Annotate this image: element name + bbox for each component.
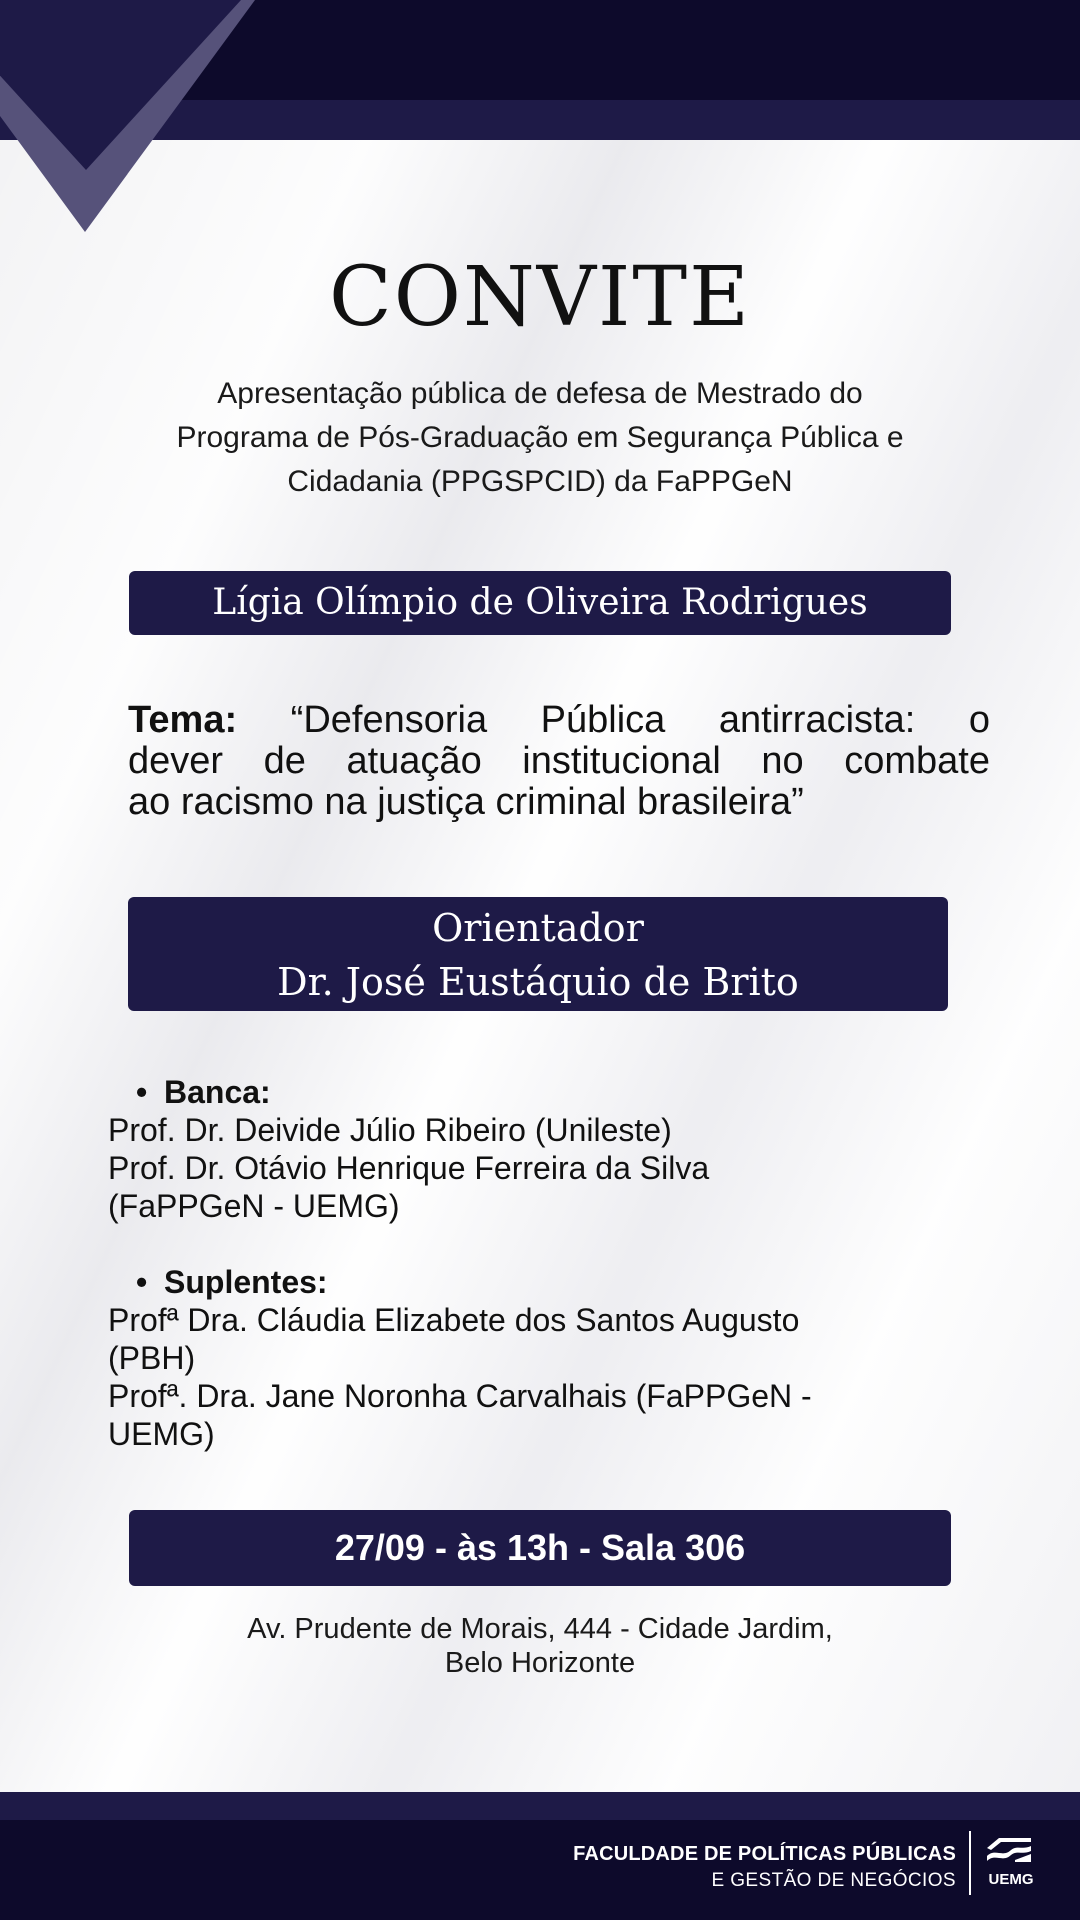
institution-line-2: E GESTÃO DE NEGÓCIOS [711, 1870, 956, 1891]
advisor-name: Dr. José Eustáquio de Brito [277, 960, 799, 1004]
address-line: Av. Prudente de Morais, 444 - Cidade Jardim, [247, 1613, 833, 1645]
banca-member: Prof. Dr. Otávio Henrique Ferreira da Silva [108, 1150, 710, 1186]
suplente-member: Profª Dra. Cláudia Elizabete dos Santos Augusto [108, 1302, 800, 1338]
suplente-member: (PBH) [108, 1340, 196, 1376]
theme-line: dever de atuação institucional no combate [128, 740, 990, 782]
event-datetime: 27/09 - às 13h - Sala 306 [334, 1527, 746, 1568]
address-line: Belo Horizonte [444, 1647, 636, 1679]
date-time-banner [129, 1510, 951, 1586]
suplente-member: UEMG) [108, 1416, 215, 1452]
logo-text: UEMG [988, 1871, 1034, 1888]
advisor-banner [128, 897, 948, 1011]
committee-list [108, 1073, 1008, 1453]
banca-member: (FaPPGeN - UEMG) [108, 1188, 400, 1224]
subtitle-line: Programa de Pós-Graduação em Segurança Pública e [176, 421, 904, 454]
suplentes-heading: • Suplentes: [108, 1263, 1008, 1301]
event-address [140, 1612, 940, 1680]
institution-line-1: FACULDADE DE POLÍTICAS PÚBLICAS [573, 1843, 956, 1865]
uemg-logo-icon [985, 1836, 1033, 1864]
uemg-logo [985, 1836, 1037, 1896]
suplente-member: Profª. Dra. Jane Noronha Carvalhais (FaPPGeN - [108, 1378, 812, 1414]
institution-name [573, 1840, 956, 1894]
invitation-subtitle [90, 372, 990, 504]
theme-label: Tema: [128, 699, 238, 741]
footer-band [0, 1792, 1080, 1820]
theme-text: “Defensoria Pública antirracista: o [237, 699, 990, 741]
theme-line: ao racismo na justiça criminal brasileira” [128, 781, 804, 823]
subtitle-line: Apresentação pública de defesa de Mestrado do [217, 377, 863, 410]
candidate-name-banner [129, 571, 951, 635]
advisor-role: Orientador [432, 906, 644, 950]
banca-member: Prof. Dr. Deivide Júlio Ribeiro (Unileste) [108, 1112, 672, 1148]
corner-triangle-dark [0, 0, 241, 170]
spacer [108, 1225, 1008, 1263]
candidate-name: Lígia Olímpio de Oliveira Rodrigues [212, 582, 868, 623]
page-title: CONVITE [329, 250, 751, 345]
theme-line [128, 700, 990, 741]
banca-heading: • Banca: [108, 1073, 1008, 1111]
subtitle-line: Cidadania (PPGSPCID) da FaPPGeN [287, 465, 793, 498]
footer-divider [969, 1831, 971, 1895]
theme-block [128, 700, 990, 823]
